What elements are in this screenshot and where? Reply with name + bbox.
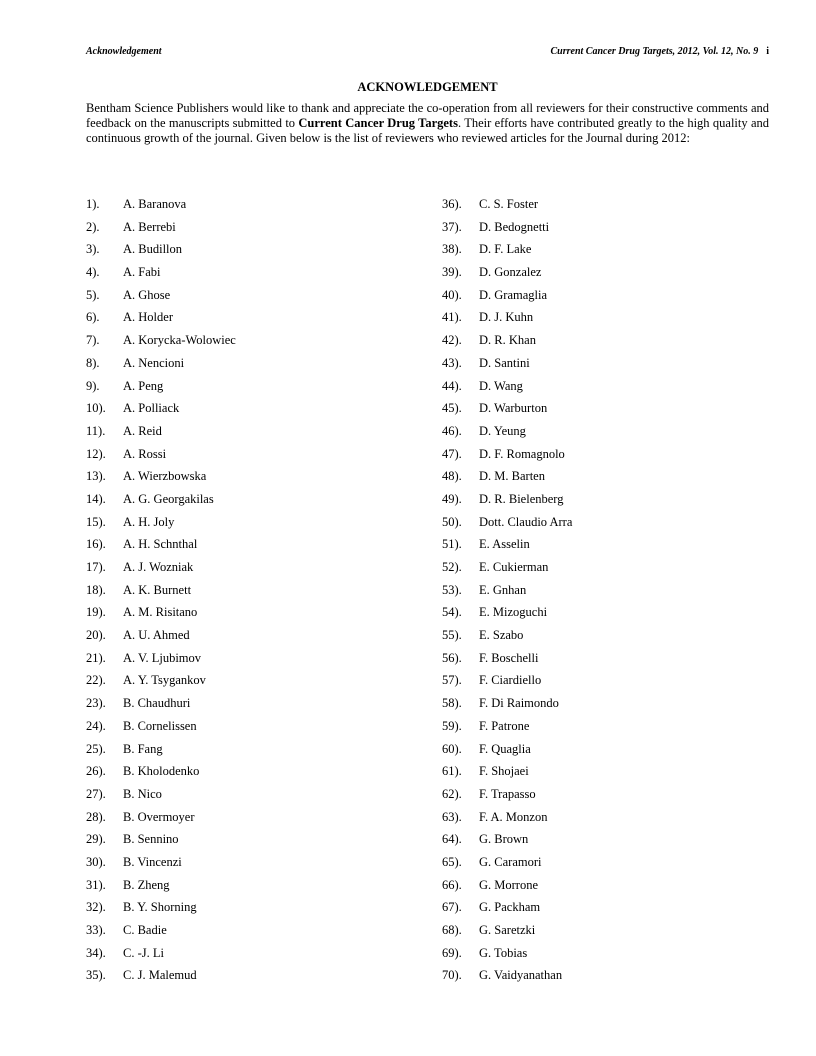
reviewer-row	[442, 537, 772, 560]
page-title: ACKNOWLEDGEMENT	[357, 80, 498, 94]
reviewer-name: A. U. Ahmed	[123, 628, 190, 643]
reviewer-row	[442, 220, 772, 243]
reviewer-list-right	[442, 197, 772, 991]
reviewer-number: 53).	[442, 582, 462, 597]
reviewer-number: 8).	[86, 355, 100, 370]
reviewer-row	[86, 719, 416, 742]
reviewer-number: 29).	[86, 832, 106, 847]
reviewer-name: A. Holder	[123, 310, 173, 325]
reviewer-row	[442, 583, 772, 606]
reviewer-row	[86, 492, 416, 515]
reviewer-number: 21).	[86, 650, 106, 665]
reviewer-row	[442, 832, 772, 855]
reviewer-number: 57).	[442, 673, 462, 688]
reviewer-name: C. S. Foster	[479, 197, 539, 211]
reviewer-row	[442, 288, 772, 311]
reviewer-row	[86, 197, 416, 220]
reviewer-number: 15).	[86, 514, 106, 529]
reviewer-number: 64).	[442, 832, 462, 847]
reviewer-name: A. Berrebi	[123, 219, 176, 234]
reviewer-row	[442, 515, 772, 538]
reviewer-name: B. Zheng	[123, 877, 170, 892]
reviewer-row	[86, 537, 416, 560]
reviewer-name: D. Gramaglia	[479, 287, 548, 302]
reviewer-name: F. A. Monzon	[479, 809, 548, 824]
reviewer-row	[86, 515, 416, 538]
reviewer-number: 68).	[442, 923, 462, 937]
reviewer-name: B. Nico	[123, 786, 162, 801]
reviewer-name: F. Shojaei	[479, 764, 529, 779]
reviewer-name: D. Santini	[479, 355, 530, 370]
reviewer-name: A. H. Joly	[123, 514, 175, 529]
reviewer-number: 40).	[442, 287, 462, 302]
reviewer-number: 12).	[86, 446, 106, 461]
reviewer-row	[442, 628, 772, 651]
reviewer-row	[86, 560, 416, 583]
reviewer-row	[442, 265, 772, 288]
reviewer-name: A. Y. Tsygankov	[123, 673, 206, 688]
reviewer-name: A. Polliack	[123, 401, 180, 416]
reviewer-row	[86, 356, 416, 379]
reviewer-name: G. Morrone	[479, 877, 539, 892]
reviewer-row	[442, 310, 772, 333]
reviewer-number: 10).	[86, 401, 106, 416]
reviewer-name: D. Wang	[479, 378, 523, 393]
reviewer-row	[442, 787, 772, 810]
reviewer-number: 65).	[442, 854, 462, 869]
reviewer-name: G. Caramori	[479, 854, 542, 869]
page-number: i	[766, 46, 769, 57]
reviewer-name: G. Saretzki	[479, 923, 536, 937]
reviewer-number: 24).	[86, 718, 106, 733]
reviewer-number: 1).	[86, 197, 100, 211]
reviewer-row	[442, 560, 772, 583]
reviewer-name: A. Budillon	[123, 242, 183, 257]
reviewer-number: 36).	[442, 197, 462, 211]
reviewer-name: F. Trapasso	[479, 786, 536, 801]
running-head-section: Acknowledgement	[86, 46, 162, 57]
reviewer-number: 14).	[86, 491, 106, 506]
reviewer-number: 28).	[86, 809, 106, 824]
reviewer-name: A. Nencioni	[123, 355, 185, 370]
reviewer-number: 39).	[442, 265, 462, 280]
reviewer-row	[442, 742, 772, 765]
reviewer-row	[86, 605, 416, 628]
reviewer-name: B. Cornelissen	[123, 718, 197, 733]
reviewer-row	[442, 968, 772, 991]
reviewer-name: A. V. Ljubimov	[123, 650, 202, 665]
reviewer-name: A. G. Georgakilas	[123, 491, 214, 506]
reviewer-row	[86, 220, 416, 243]
reviewer-name: G. Brown	[479, 832, 529, 847]
reviewer-name: B. Overmoyer	[123, 809, 195, 824]
reviewer-number: 50).	[442, 514, 462, 529]
reviewer-number: 45).	[442, 401, 462, 416]
reviewer-number: 42).	[442, 333, 462, 348]
reviewer-row	[86, 923, 416, 946]
reviewer-row	[442, 469, 772, 492]
reviewer-name: B. Kholodenko	[123, 764, 200, 779]
reviewer-number: 33).	[86, 923, 106, 937]
reviewer-name: D. Warburton	[479, 401, 548, 416]
reviewer-number: 35).	[86, 968, 106, 983]
reviewer-number: 67).	[442, 900, 462, 915]
reviewer-number: 13).	[86, 469, 106, 484]
reviewer-number: 63).	[442, 809, 462, 824]
reviewer-number: 2).	[86, 219, 100, 234]
reviewer-name: E. Cukierman	[479, 560, 549, 574]
reviewer-list-left	[86, 197, 416, 991]
reviewer-number: 37).	[442, 219, 462, 234]
reviewer-name: B. Chaudhuri	[123, 696, 191, 711]
reviewer-name: A. J. Wozniak	[123, 560, 194, 574]
reviewer-name: B. Y. Shorning	[123, 900, 197, 915]
intro-text-before: Bentham Science Publishers would like to thank and appreciate the co-operation from all reviewers for their constructive comments and feedback on the manuscripts submitted to	[86, 101, 769, 130]
reviewer-number: 9).	[86, 378, 100, 393]
reviewer-row	[442, 719, 772, 742]
running-head-journal	[550, 46, 769, 57]
reviewer-name: D. Bedognetti	[479, 219, 550, 234]
reviewer-row	[442, 424, 772, 447]
reviewer-number: 22).	[86, 673, 106, 688]
reviewer-row	[86, 628, 416, 651]
reviewer-row	[442, 242, 772, 265]
reviewer-name: C. J. Malemud	[123, 968, 197, 983]
reviewer-row	[442, 401, 772, 424]
reviewer-name: D. F. Lake	[479, 242, 532, 257]
intro-text-after: . Their efforts have contributed greatly to the high quality and continuous growth of the journal. Given below is the list of reviewers who reviewed articles for the Journal during 2012:	[86, 116, 770, 145]
reviewer-number: 19).	[86, 605, 106, 620]
reviewer-name: Dott. Claudio Arra	[479, 514, 573, 529]
reviewer-number: 54).	[442, 605, 462, 620]
reviewer-number: 46).	[442, 423, 462, 438]
reviewer-number: 7).	[86, 333, 100, 348]
reviewer-number: 61).	[442, 764, 462, 779]
reviewer-number: 56).	[442, 650, 462, 665]
reviewer-number: 32).	[86, 900, 106, 915]
reviewer-row	[86, 742, 416, 765]
reviewer-row	[442, 764, 772, 787]
reviewer-name: D. F. Romagnolo	[479, 446, 565, 461]
reviewer-number: 17).	[86, 560, 106, 574]
journal-citation: Current Cancer Drug Targets, 2012, Vol. 12, No. 9	[550, 46, 759, 57]
reviewer-name: A. Rossi	[123, 446, 167, 461]
reviewer-row	[86, 447, 416, 470]
reviewer-row	[442, 333, 772, 356]
reviewer-number: 43).	[442, 355, 462, 370]
reviewer-row	[86, 651, 416, 674]
reviewer-row	[442, 810, 772, 833]
reviewer-number: 47).	[442, 446, 462, 461]
reviewer-row	[86, 424, 416, 447]
reviewer-row	[86, 764, 416, 787]
reviewer-number: 34).	[86, 945, 106, 960]
reviewer-row	[86, 855, 416, 878]
reviewer-name: C. -J. Li	[123, 945, 164, 960]
reviewer-number: 51).	[442, 537, 462, 552]
reviewer-row	[442, 379, 772, 402]
reviewer-number: 48).	[442, 469, 462, 484]
reviewer-name: A. Wierzbowska	[123, 469, 207, 484]
reviewer-row	[86, 469, 416, 492]
intro-paragraph	[86, 101, 769, 146]
reviewer-row	[86, 900, 416, 923]
reviewer-name: D. M. Barten	[479, 469, 545, 484]
reviewer-row	[86, 832, 416, 855]
reviewer-number: 58).	[442, 696, 462, 711]
reviewer-row	[442, 855, 772, 878]
reviewer-number: 59).	[442, 718, 462, 733]
reviewer-name: G. Packham	[479, 900, 541, 915]
reviewer-number: 16).	[86, 537, 106, 552]
reviewer-number: 62).	[442, 786, 462, 801]
reviewer-row	[442, 492, 772, 515]
reviewer-number: 27).	[86, 786, 106, 801]
reviewer-name: F. Ciardiello	[479, 673, 542, 688]
journal-name: Current Cancer Drug Targets	[298, 116, 458, 130]
reviewer-row	[86, 379, 416, 402]
reviewer-row	[86, 810, 416, 833]
reviewer-row	[442, 673, 772, 696]
reviewer-number: 70).	[442, 968, 462, 983]
reviewer-row	[442, 197, 772, 220]
reviewer-number: 60).	[442, 741, 462, 756]
reviewer-name: A. K. Burnett	[123, 582, 192, 597]
reviewer-row	[86, 968, 416, 991]
reviewer-row	[86, 310, 416, 333]
reviewer-number: 44).	[442, 378, 462, 393]
reviewer-number: 38).	[442, 242, 462, 257]
reviewer-name: E. Gnhan	[479, 582, 527, 597]
reviewer-row	[86, 946, 416, 969]
reviewer-number: 69).	[442, 945, 462, 960]
reviewer-row	[86, 583, 416, 606]
reviewer-row	[86, 673, 416, 696]
reviewer-name: F. Patrone	[479, 718, 530, 733]
reviewer-name: F. Boschelli	[479, 650, 539, 665]
reviewer-row	[86, 333, 416, 356]
reviewer-name: D. J. Kuhn	[479, 310, 534, 325]
reviewer-name: A. Baranova	[123, 197, 187, 211]
reviewer-name: G. Vaidyanathan	[479, 968, 563, 983]
reviewer-number: 52).	[442, 560, 462, 574]
reviewer-row	[442, 923, 772, 946]
reviewer-row	[86, 878, 416, 901]
reviewer-name: D. Yeung	[479, 423, 526, 438]
reviewer-name: E. Asselin	[479, 537, 530, 552]
reviewer-row	[442, 605, 772, 628]
reviewer-number: 5).	[86, 287, 100, 302]
reviewer-name: F. Quaglia	[479, 741, 531, 756]
reviewer-row	[442, 900, 772, 923]
reviewer-row	[442, 651, 772, 674]
reviewer-name: B. Fang	[123, 741, 163, 756]
reviewer-number: 23).	[86, 696, 106, 711]
reviewer-number: 55).	[442, 628, 462, 643]
reviewer-name: C. Badie	[123, 923, 167, 937]
reviewer-number: 26).	[86, 764, 106, 779]
reviewer-number: 30).	[86, 854, 106, 869]
reviewer-row	[442, 878, 772, 901]
reviewer-name: A. Reid	[123, 423, 162, 438]
reviewer-number: 41).	[442, 310, 462, 325]
reviewer-number: 3).	[86, 242, 100, 257]
reviewer-number: 31).	[86, 877, 106, 892]
reviewer-row	[442, 946, 772, 969]
reviewer-number: 25).	[86, 741, 106, 756]
reviewer-row	[442, 696, 772, 719]
reviewer-row	[442, 447, 772, 470]
reviewer-name: A. H. Schnthal	[123, 537, 198, 552]
reviewer-name: A. Peng	[123, 378, 164, 393]
reviewer-name: A. M. Risitano	[123, 605, 198, 620]
reviewer-number: 18).	[86, 582, 106, 597]
reviewer-name: A. Ghose	[123, 287, 171, 302]
reviewer-name: D. R. Khan	[479, 333, 536, 348]
reviewer-name: F. Di Raimondo	[479, 696, 559, 711]
reviewer-name: B. Sennino	[123, 832, 179, 847]
reviewer-row	[86, 288, 416, 311]
reviewer-row	[86, 696, 416, 719]
reviewer-row	[86, 265, 416, 288]
reviewer-number: 49).	[442, 491, 462, 506]
reviewer-name: D. R. Bielenberg	[479, 491, 564, 506]
reviewer-row	[86, 787, 416, 810]
reviewer-name: E. Szabo	[479, 628, 524, 643]
reviewer-name: D. Gonzalez	[479, 265, 542, 280]
reviewer-name: A. Fabi	[123, 265, 161, 280]
reviewer-name: E. Mizoguchi	[479, 605, 548, 620]
reviewer-number: 66).	[442, 877, 462, 892]
reviewer-row	[86, 401, 416, 424]
reviewer-row	[86, 242, 416, 265]
reviewer-number: 20).	[86, 628, 106, 643]
reviewer-row	[442, 356, 772, 379]
reviewer-name: A. Korycka-Wolowiec	[123, 333, 236, 348]
reviewer-number: 11).	[86, 423, 106, 438]
reviewer-number: 4).	[86, 265, 100, 280]
reviewer-name: G. Tobias	[479, 945, 528, 960]
reviewer-number: 6).	[86, 310, 100, 325]
reviewer-name: B. Vincenzi	[123, 854, 182, 869]
